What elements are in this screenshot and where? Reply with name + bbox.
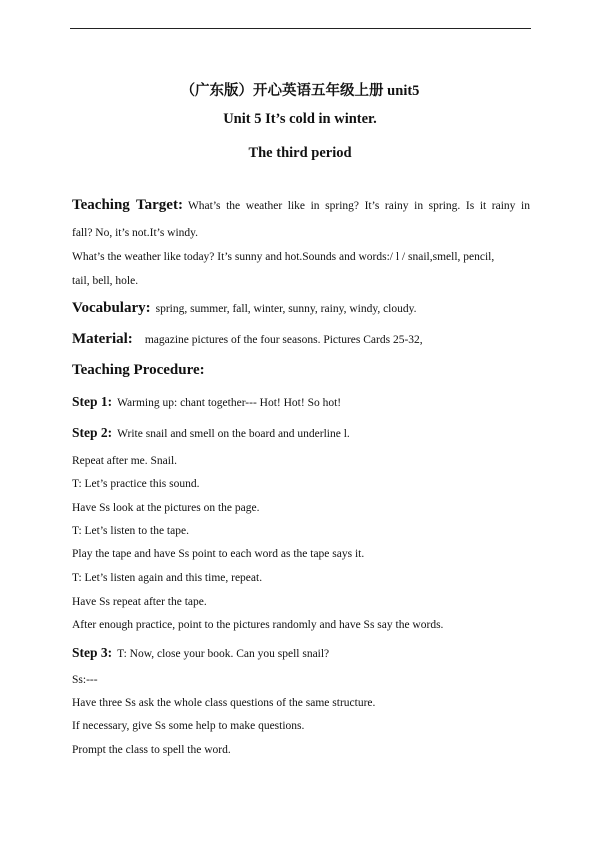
step-2-item: Have Ss repeat after the tape. — [72, 596, 207, 608]
step-1-text: Warming up: chant together--- Hot! Hot! So hot! — [117, 397, 342, 409]
procedure-line — [72, 363, 205, 378]
teaching-target-text: What’s the weather like in spring? It’s rainy in spring. Is it rainy in — [187, 200, 530, 212]
step-2-item: After enough practice, point to the pictures randomly and have Ss say the words. — [72, 619, 444, 631]
step-2-item: T: Let’s practice this sound. — [72, 478, 200, 490]
step-2-label: Step 2: — [72, 425, 113, 440]
vocabulary-label: Vocabulary: — [72, 300, 151, 316]
step-2-item: Have Ss look at the pictures on the page. — [72, 502, 260, 514]
document-title: （广东版）开心英语五年级上册 unit5 — [180, 83, 420, 99]
step-2-text: Write snail and smell on the board and underline l. — [117, 428, 350, 440]
teaching-target-line-1 — [72, 198, 530, 213]
step-2-item: T: Let’s listen to the tape. — [72, 525, 189, 537]
step-3-item: Prompt the class to spell the word. — [72, 744, 231, 756]
step-1-label: Step 1: — [72, 394, 113, 409]
header-rule — [70, 28, 531, 29]
procedure-label: Teaching Procedure: — [72, 362, 205, 378]
material-label: Material: — [72, 331, 133, 347]
material-line — [72, 332, 423, 347]
step-2-line — [72, 426, 350, 441]
step-3-label: Step 3: — [72, 645, 113, 660]
step-2-item: Play the tape and have Ss point to each word as the tape says it. — [72, 548, 365, 560]
period-title: The third period — [248, 145, 352, 161]
step-3-item: If necessary, give Ss some help to make questions. — [72, 720, 305, 732]
step-3-item: Ss:--- — [72, 674, 98, 686]
step-2-item: T: Let’s listen again and this time, repeat. — [72, 572, 263, 584]
step-1-line — [72, 395, 341, 410]
teaching-target-line-4: tail, bell, hole. — [72, 275, 139, 287]
vocabulary-text: spring, summer, fall, winter, sunny, rainy, windy, cloudy. — [155, 303, 417, 315]
vocabulary-line — [72, 301, 417, 316]
step-2-item: Repeat after me. Snail. — [72, 455, 178, 467]
step-3-item: Have three Ss ask the whole class questions of the same structure. — [72, 697, 376, 709]
material-text: magazine pictures of the four seasons. Pictures Cards 25-32, — [144, 334, 423, 346]
step-3-text: T: Now, close your book. Can you spell snail? — [117, 648, 330, 660]
teaching-target-line-2: fall? No, it’s not.It’s windy. — [72, 227, 199, 239]
unit-title: Unit 5 It’s cold in winter. — [223, 111, 377, 127]
step-3-line — [72, 646, 329, 661]
teaching-target-label: Teaching Target: — [72, 197, 183, 213]
teaching-target-line-3: What’s the weather like today? It’s sunny and hot.Sounds and words:/ l / snail,smell, pencil, — [72, 251, 495, 263]
